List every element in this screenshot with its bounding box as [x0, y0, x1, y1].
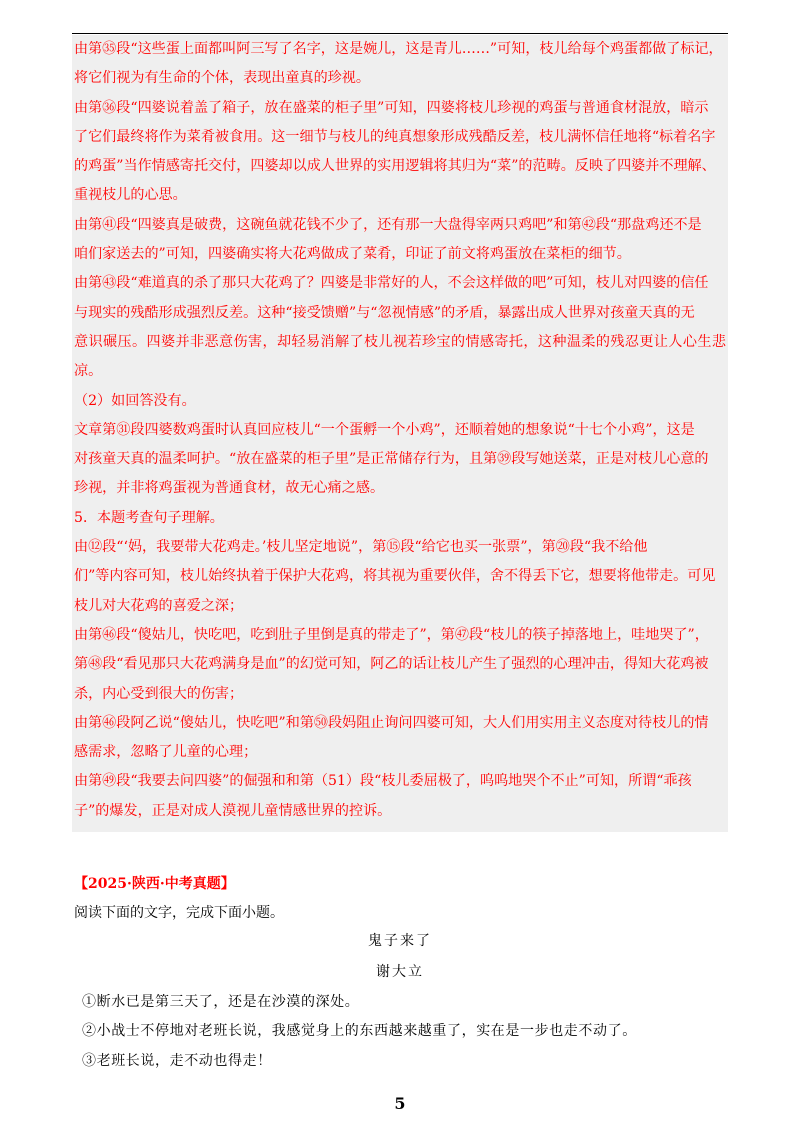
answer-line: 由第㊻段阿乙说“傻姑儿，快吃吧”和第㊿段妈阻止询问四婆可知，大人们用实用主义态度对待枝儿的情 [74, 714, 709, 731]
article-paragraph: ①断水已是第三天了，还是在沙漠的深处。 [82, 994, 360, 1010]
answer-line: 子”的爆发，正是对成人漠视儿童情感世界的控诉。 [74, 802, 392, 819]
answer-line: 感需求，忽略了儿童的心理； [74, 744, 258, 761]
answer-line: 与现实的残酷形成强烈反差。这种“接受馈赠”与“忽视情感”的矛盾，暴露出成人世界对孩童天真的无 [74, 304, 695, 321]
article-title: 鬼子来了 [368, 933, 432, 949]
answer-line: 的鸡蛋”当作情感寄托交付，四婆却以成人世界的实用逻辑将其归为“菜”的范畴。反映了四婆并不理解、 [74, 158, 716, 175]
instruction-text: 阅读下面的文字，完成下面小题。 [74, 905, 284, 921]
article-author: 谢大立 [376, 964, 424, 980]
answer-block [72, 35, 728, 832]
answer-line: 对孩童天真的温柔呵护。“放在盛菜的柜子里”是正常储存行为，且第㊴段写她送菜，正是对枝儿心意的 [74, 451, 709, 468]
article-paragraph: ②小战士不停地对老班长说，我感觉身上的东西越来越重了，实在是一步也走不动了。 [82, 1023, 637, 1039]
answer-line: 了它们最终将作为菜肴被食用。这一细节与枝儿的纯真想象形成残酷反差，枝儿满怀信任地将“标着名字 [74, 128, 716, 145]
answer-line: 由第㊱段“四婆说着盖了箱子，放在盛菜的柜子里”可知，四婆将枝儿珍视的鸡蛋与普通食材混放，暗示 [74, 99, 709, 116]
section-tag: 【2025·陕西·中考真题】 [74, 876, 235, 892]
answer-line: 由第㊾段“我要去问四婆”的倔强和和第（51）段“枝儿委屈极了，呜呜地哭个不止”可知，所谓“乖孩 [74, 773, 692, 790]
answer-line: 由⑫段“‘妈，我要带大花鸡走。’枝儿坚定地说”，第⑮段“给它也买一张票”，第⑳段“我不给他 [74, 539, 648, 556]
answer-line: 杀，内心受到很大的伤害； [74, 685, 244, 702]
answer-line: 5．本题考查句子理解。 [74, 509, 224, 526]
answer-line: 由第㉟段“这些蛋上面都叫阿三写了名字，这是婉儿，这是青儿……”可知，枝儿给每个鸡蛋都做了标记， [74, 41, 723, 57]
answer-line: 珍视，并非将鸡蛋视为普通食材，故无心痛之感。 [74, 480, 385, 497]
answer-line: 文章第㉛段四婆数鸡蛋时认真回应枝儿“一个蛋孵一个小鸡”，还顺着她的想象说“十七个小鸡”，这是 [74, 421, 695, 438]
page-number: 5 [394, 1094, 406, 1113]
answer-line: 们”等内容可知，枝儿始终执着于保护大花鸡，将其视为重要伙伴，舍不得丢下它，想要将他带走。可见 [74, 568, 716, 585]
answer-line: 意识碾压。四婆并非恶意伤害，却轻易消解了枝儿视若珍宝的情感寄托，这种温柔的残忍更让人心生悲凉。 [74, 333, 726, 380]
answer-line: 将它们视为有生命的个体，表现出童真的珍视。 [74, 70, 370, 87]
answer-line: 由第㊶段“四婆真是破费，这碗鱼就花钱不少了，还有那一大盘得宰两只鸡吧”和第㊷段“那盘鸡还不是 [74, 216, 702, 233]
answer-line: 咱们家送去的”可知，四婆确实将大花鸡做成了菜肴，印证了前文将鸡蛋放在菜柜的细节。 [74, 246, 631, 263]
article-paragraph: ③老班长说，走不动也得走！ [82, 1053, 272, 1069]
answer-line: 由第㊻段“傻姑儿，快吃吧，吃到肚子里倒是真的带走了”，第㊼段“枝儿的筷子掉落地上，哇地哭了”， [74, 626, 709, 643]
answer-line: 重视枝儿的心思。 [74, 187, 187, 204]
top-rule [72, 33, 728, 34]
answer-line: 由第㊸段“难道真的杀了那只大花鸡了？四婆是非常好的人，不会这样做的吧”可知，枝儿对四婆的信任 [74, 275, 709, 292]
answer-line: 枝儿对大花鸡的喜爱之深； [74, 597, 244, 614]
answer-line: 第㊽段“看见那只大花鸡满身是血”的幻觉可知，阿乙的话让枝儿产生了强烈的心理冲击，得知大花鸡被 [74, 656, 709, 673]
answer-line: （2）如回答没有。 [74, 392, 196, 409]
